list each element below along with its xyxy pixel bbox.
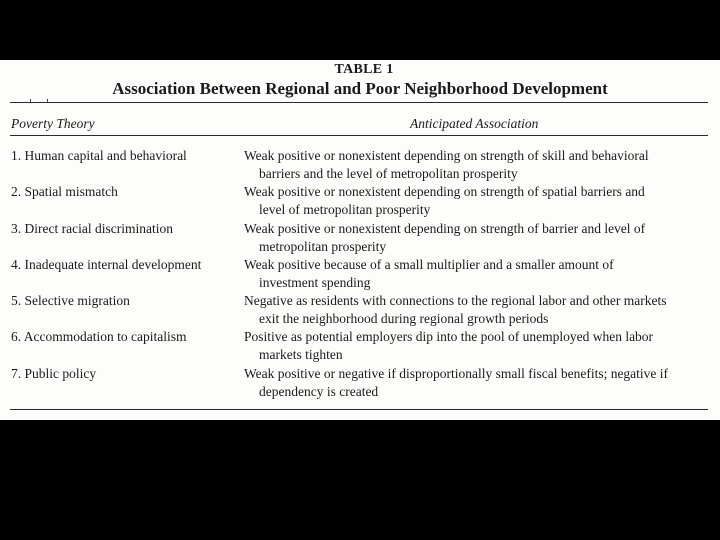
- bottom-rule: [10, 409, 708, 410]
- table-label: TABLE 1: [334, 62, 394, 77]
- theory-cell: 5. Selective migration: [11, 293, 130, 308]
- association-line: metropolitan prosperity: [259, 239, 387, 254]
- association-cell: [244, 365, 704, 401]
- association-cell: [244, 183, 704, 219]
- association-cell: [244, 292, 704, 328]
- table-title: Association Between Regional and Poor Neighborhood Development: [112, 79, 608, 98]
- association-line: exit the neighborhood during regional growth periods: [259, 311, 549, 326]
- association-line: Weak positive or nonexistent depending on strength of skill and behavioral: [244, 148, 649, 163]
- rule-tick: [47, 99, 48, 103]
- association-line: Positive as potential employers dip into the pool of unemployed when labor: [244, 329, 654, 344]
- theory-cell: 1. Human capital and behavioral: [11, 148, 187, 163]
- association-line: Negative as residents with connections to the regional labor and other markets: [244, 293, 667, 308]
- document-page: [0, 60, 720, 420]
- association-cell: [244, 328, 704, 364]
- association-line: dependency is created: [259, 384, 379, 399]
- theory-cell: 6. Accommodation to capitalism: [11, 329, 187, 344]
- theory-cell: 2. Spatial mismatch: [11, 184, 118, 199]
- association-line: Weak positive or nonexistent depending on strength of spatial barriers and: [244, 184, 645, 199]
- association-line: level of metropolitan prosperity: [259, 202, 431, 217]
- column-header-association: Anticipated Association: [410, 116, 539, 131]
- theory-cell: 7. Public policy: [11, 366, 97, 381]
- association-line: investment spending: [259, 275, 371, 290]
- association-line: Weak positive or nonexistent depending on strength of barrier and level of: [244, 221, 646, 236]
- association-cell: [244, 147, 704, 183]
- rule-tick: [30, 99, 31, 103]
- association-line: markets tighten: [259, 347, 343, 362]
- association-cell: [244, 256, 704, 292]
- header-rule: [10, 135, 708, 136]
- association-line: Weak positive because of a small multiplier and a smaller amount of: [244, 257, 614, 272]
- column-header-theory: Poverty Theory: [11, 116, 95, 131]
- association-line: Weak positive or negative if disproportionally small fiscal benefits; negative if: [244, 366, 669, 381]
- top-rule: [10, 102, 708, 103]
- association-line: barriers and the level of metropolitan prosperity: [259, 166, 518, 181]
- theory-cell: 4. Inadequate internal development: [11, 257, 202, 272]
- association-cell: [244, 220, 704, 256]
- theory-cell: 3. Direct racial discrimination: [11, 221, 173, 236]
